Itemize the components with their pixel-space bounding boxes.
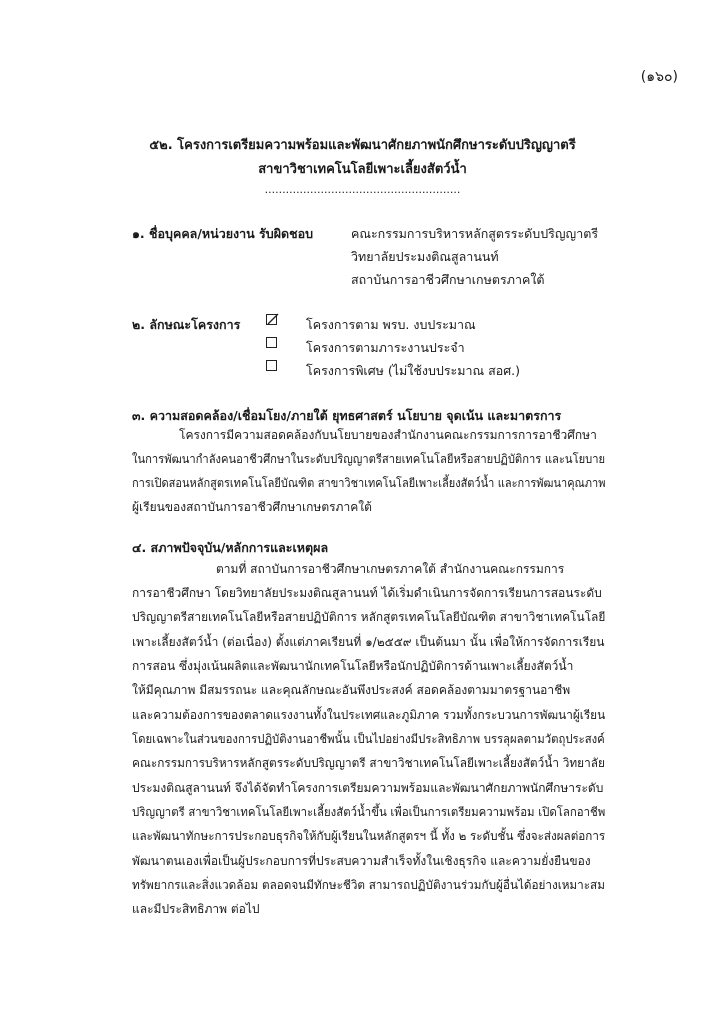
section4-paragraph-line: ทรัพยากรและสิ่งแวดล้อม ตลอดจนมีทักษะชีวิต สามารถปฏิบัติงานร่วมกับผู้อื่นได้อย่างเหมาะสม — [132, 878, 605, 892]
section4-paragraph-line: ตามที่ สถาบันการอาชีวศึกษาเกษตรภาคใต้ สำนักงานคณะกรรมการ — [216, 562, 565, 576]
section4-paragraph-line: และมีประสิทธิภาพ ต่อไป — [132, 902, 260, 916]
section1-line: วิทยาลัยประมงติณสูลานนท์ — [351, 249, 499, 264]
section4-heading: ๔. สภาพปัจจุบัน/หลักการและเหตุผล — [132, 540, 329, 555]
section4-paragraph-line: ให้มีคุณภาพ มีสมรรถนะ และคุณลักษณะอันพึงประสงค์ สอดคล้องตามมาตรฐานอาชีพ — [132, 683, 571, 697]
project-type-option: โครงการพิเศษ (ไม่ใช้งบประมาณ สอศ.) — [306, 363, 520, 378]
section4-paragraph-line: เพาะเลี้ยงสัตว์น้ำ (ต่อเนื่อง) ตั้งแต่ภาคเรียนที่ ๑/๒๕๕๙ เป็นต้นมา นั้น เพื่อให้การจัดการเรียน — [132, 635, 605, 649]
checkbox-checked-budget — [266, 314, 277, 325]
section4-paragraph-line: ปริญญาตรี สาขาวิชาเทคโนโลยีเพาะเลี้ยงสัตว์น้ำขึ้น เพื่อเป็นการเตรียมความพร้อม เปิดโลกอาชีพ — [132, 805, 606, 819]
section3-paragraph-line: โครงการมีความสอดคล้องกับนโยบายของสำนักงานคณะกรรมการการอาชีวศึกษา — [179, 428, 597, 442]
section3-paragraph-line: การเปิดสอนหลักสูตรเทคโนโลยีบัณฑิต สาขาวิชาเทคโนโลยีเพาะเลี้ยงสัตว์น้ำ และการพัฒนาคุณภาพ — [132, 476, 606, 490]
document-title-line1: ๕๒. โครงการเตรียมความพร้อมและพัฒนาศักยภาพนักศึกษาระดับปริญญาตรี — [149, 138, 576, 153]
section4-paragraph-line: การสอน ซึ่งมุ่งเน้นผลิตและพัฒนานักเทคโนโลยีหรือนักปฏิบัติการด้านเพาะเลี้ยงสัตว์น้ำ — [132, 659, 574, 673]
checkbox-routine — [266, 337, 277, 348]
checkbox-special — [266, 360, 277, 371]
section4-paragraph-line: ประมงติณสูลานนท์ จึงได้จัดทำโครงการเตรียมความพร้อมและพัฒนาศักยภาพนักศึกษาระดับ — [132, 781, 604, 795]
section4-paragraph-line: และความต้องการของตลาดแรงงานทั้งในประเทศและภูมิภาค รวมทั้งกระบวนการพัฒนาผู้เรียน — [132, 708, 606, 722]
section4-paragraph-line: คณะกรรมการบริหารหลักสูตรระดับปริญญาตรี สาขาวิชาเทคโนโลยีเพาะเลี้ยงสัตว์น้ำ วิทยาลัย — [132, 756, 605, 770]
project-type-option: โครงการตาม พรบ. งบประมาณ — [306, 317, 476, 332]
section2-heading: ๒. ลักษณะโครงการ — [132, 317, 241, 332]
document-title-line2: สาขาวิชาเทคโนโลยีเพาะเลี้ยงสัตว์น้ำ — [258, 162, 467, 177]
project-type-option: โครงการตามภาระงานประจำ — [306, 340, 465, 355]
title-divider: ........................................................ — [264, 183, 461, 196]
section4-paragraph-line: และพัฒนาทักษะการประกอบธุรกิจให้กับผู้เรียนในหลักสูตรฯ นี้ ทั้ง ๒ ระดับชั้น ซึ่งจะส่งผลต่อการ — [132, 829, 606, 843]
section3-paragraph-line: ในการพัฒนากำลังคนอาชีวศึกษาในระดับปริญญาตรีสายเทคโนโลยีหรือสายปฏิบัติการ และนโยบาย — [132, 452, 606, 466]
section3-paragraph-line: ผู้เรียนของสถาบันการอาชีวศึกษาเกษตรภาคใต้ — [132, 500, 372, 514]
section4-paragraph-line: ปริญญาตรีสายเทคโนโลยีหรือสายปฏิบัติการ หลักสูตรเทคโนโลยีบัณฑิต สาขาวิชาเทคโนโลยี — [132, 610, 606, 624]
section3-heading: ๓. ความสอดคล้อง/เชื่อมโยง/ภายใต้ ยุทธศาสตร์ นโยบาย จุดเน้น และมาตรการ — [132, 408, 562, 423]
section1-line: คณะกรรมการบริหารหลักสูตรระดับปริญญาตรี — [351, 226, 599, 241]
section4-paragraph-line: โดยเฉพาะในส่วนของการปฏิบัติงานอาชีพนั้น เป็นไปอย่างมีประสิทธิภาพ บรรลุผลตามวัตถุประสงค์ — [132, 732, 605, 746]
checkmark-icon — [265, 312, 280, 327]
section4-paragraph-line: การอาชีวศึกษา โดยวิทยาลัยประมงติณสูลานนท์ ได้เริ่มดำเนินการจัดการเรียนการสอนระดับ — [132, 586, 602, 600]
section4-paragraph-line: พัฒนาตนเองเพื่อเป็นผู้ประกอบการที่ประสบความสำเร็จทั้งในเชิงธุรกิจ และความยั่งยืนของ — [132, 854, 591, 868]
page-number: (๑๖๐) — [640, 69, 678, 85]
section1-heading: ๑. ชื่อบุคคล/หน่วยงาน รับผิดชอบ — [132, 226, 314, 241]
section1-line: สถาบันการอาชีวศึกษาเกษตรภาคใต้ — [351, 272, 545, 287]
